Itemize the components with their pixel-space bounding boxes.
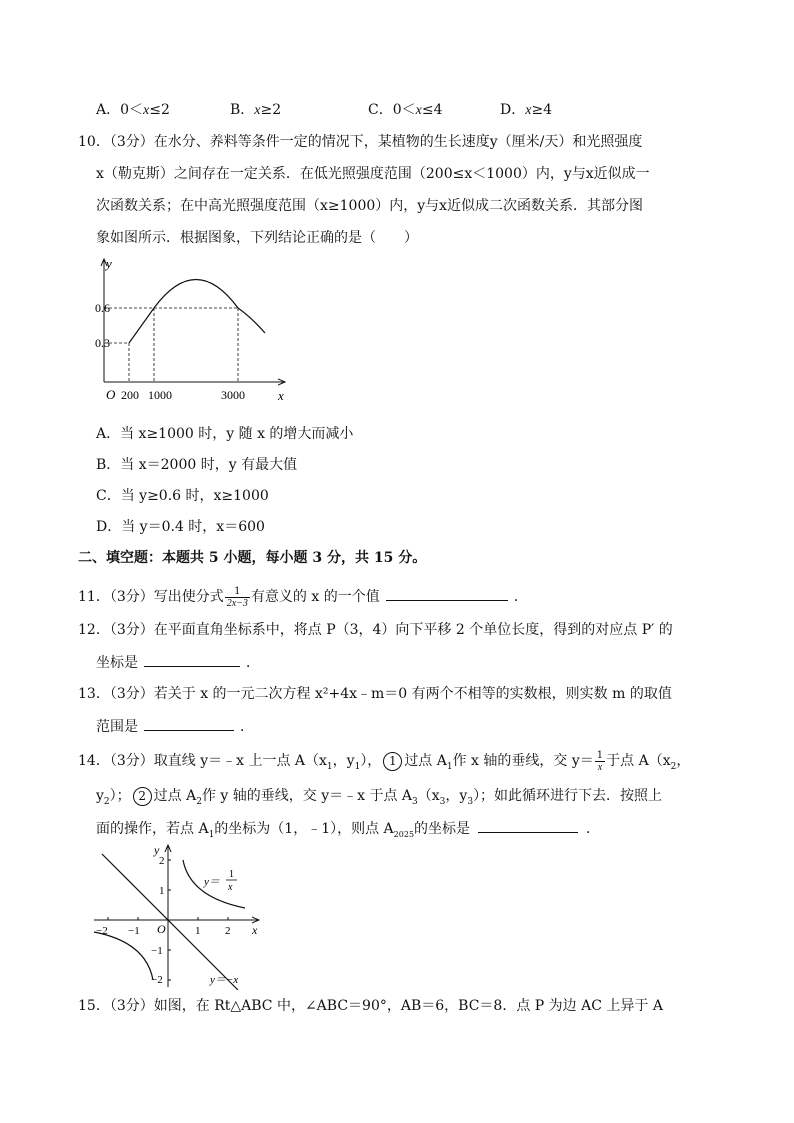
q14-xtick-neg1: −1 (128, 925, 140, 937)
q11-answer-blank[interactable] (386, 586, 508, 601)
q14-ytick-neg1: −1 (151, 945, 163, 957)
q10-ytick-06: 0.6 (95, 301, 110, 315)
section-heading: 二、填空题：本题共 5 小题，每小题 3 分，共 15 分。 (78, 550, 427, 566)
q10-line-4: 象如图所示．根据图象，下列结论正确的是（ ） (96, 230, 418, 246)
q11-line: 11．（3分）写出使分式 $\frac{1}{2x-3}$ 有意义的 x 的一个值 ． (78, 585, 528, 609)
q14-graph (90, 842, 265, 990)
q10-option-a: A．当 x≥1000 时，y 随 x 的增大而减小 (96, 426, 354, 442)
q14-xtick-2: 2 (225, 925, 231, 937)
q10-line-3: 次函数关系；在中高光照强度范围（x≥1000）内，y与x近似成二次函数关系．其部分图 (96, 198, 644, 214)
q10-number: 10． (78, 134, 110, 150)
q10-ytick-03: 0.3 (95, 336, 110, 350)
q12-line-2: 坐标是 ． (96, 652, 260, 673)
q10-option-d: D．当 y＝0.4 时，x＝600 (96, 519, 265, 535)
q10-x-label: x (278, 388, 284, 403)
q14-ytick-2: 2 (159, 855, 165, 867)
q14-line-2: $y_2$）； 2 过点 $A_2$作 y 轴的垂线，交 y＝﹣x 于点 $A_3(x_3$，$y_3$）；如此循环进行下去．按照上 (96, 788, 663, 807)
q14-circle-1: 1 (383, 752, 402, 771)
q14-line-1: 14．（3分）取直线 y＝﹣x 上一点 $A(x_1$，$y_1$）， 1 过点 $A_1$作 x 轴的垂线，交 y＝ $\frac{1}{x}$ 于点 $A(x_2$， (78, 749, 691, 773)
q14-curve-label-den: x (228, 882, 233, 893)
q14-ytick-neg2: −2 (151, 974, 163, 986)
q14-xtick-neg2: −2 (96, 925, 108, 937)
q10-parabola (154, 280, 265, 334)
q12-answer-blank[interactable] (144, 652, 240, 667)
q10-xtick-1000: 1000 (148, 388, 172, 402)
q10-line-2: x（勒克斯）之间存在一定关系．在低光照强度范围（200≤x＜1000）内，y与x近似成一 (96, 166, 650, 182)
q10-graph (92, 252, 302, 407)
q14-ytick-1: 1 (159, 885, 165, 897)
q10-linear-segment (129, 308, 154, 343)
q14-curve-label-num: 1 (229, 869, 234, 880)
q14-xtick-1: 1 (195, 925, 201, 937)
q13-line-1: 13．（3分）若关于 x 的一元二次方程 x²+4x﹣m＝0 有两个不相等的实数根，则实数 m 的取值 (78, 686, 672, 702)
q14-x-label: x (252, 923, 258, 937)
q14-line-3: 面的操作，若点 $A_1$的坐标为（1，﹣1），则点 $A_{2025}$的坐标是 ． (96, 818, 600, 845)
q13-line-2: 范围是 ． (96, 716, 254, 737)
q15-line-1: 15．（3分）如图，在 Rt△ABC 中，∠ABC＝90°，AB＝6，BC＝8．点 P 为边 AC 上异于 A (78, 998, 663, 1014)
q10-xtick-200: 200 (121, 388, 139, 402)
q14-hyperbola-left (94, 932, 153, 980)
q10-line-1: 10．（3分）在水分、养料等条件一定的情况下，某植物的生长速度y（厘米/天）和光照强度 (78, 134, 643, 150)
q10-score: （3分） (109, 134, 154, 150)
q14-origin: O (157, 922, 166, 936)
q10-xtick-3000: 3000 (221, 388, 245, 402)
q14-circle-2: 2 (133, 787, 152, 806)
q9-option-b: B．x≥2 (230, 102, 282, 118)
q14-y-label: y (154, 843, 160, 857)
q14-answer-blank[interactable] (478, 818, 578, 833)
q10-option-b: B．当 x＝2000 时，y 有最大值 (96, 457, 298, 473)
q10-option-c: C．当 y≥0.6 时，x≥1000 (96, 488, 269, 504)
q12-line-1: 12．（3分）在平面直角坐标系中，将点 P（3，4）向下平移 2 个单位长度，得到的对应点 P′ 的 (78, 622, 673, 638)
q9-option-c: C．0＜x≤4 (368, 102, 443, 118)
q9-option-d: D．x≥4 (500, 102, 553, 118)
q14-fraction: $\frac{1}{x}$ (596, 749, 604, 773)
q14-line-label: y＝−x (210, 974, 239, 986)
q14-line-y-neg-x (102, 854, 238, 990)
q10-y-label: y (106, 256, 112, 271)
q14-curve-label: y＝ (204, 876, 220, 888)
q11-fraction: $\frac{1}{2x-3}$ (226, 585, 248, 609)
q10-origin: O (106, 387, 116, 402)
q9-option-a: A．0＜x≤2 (96, 102, 170, 118)
q13-answer-blank[interactable] (144, 716, 234, 731)
